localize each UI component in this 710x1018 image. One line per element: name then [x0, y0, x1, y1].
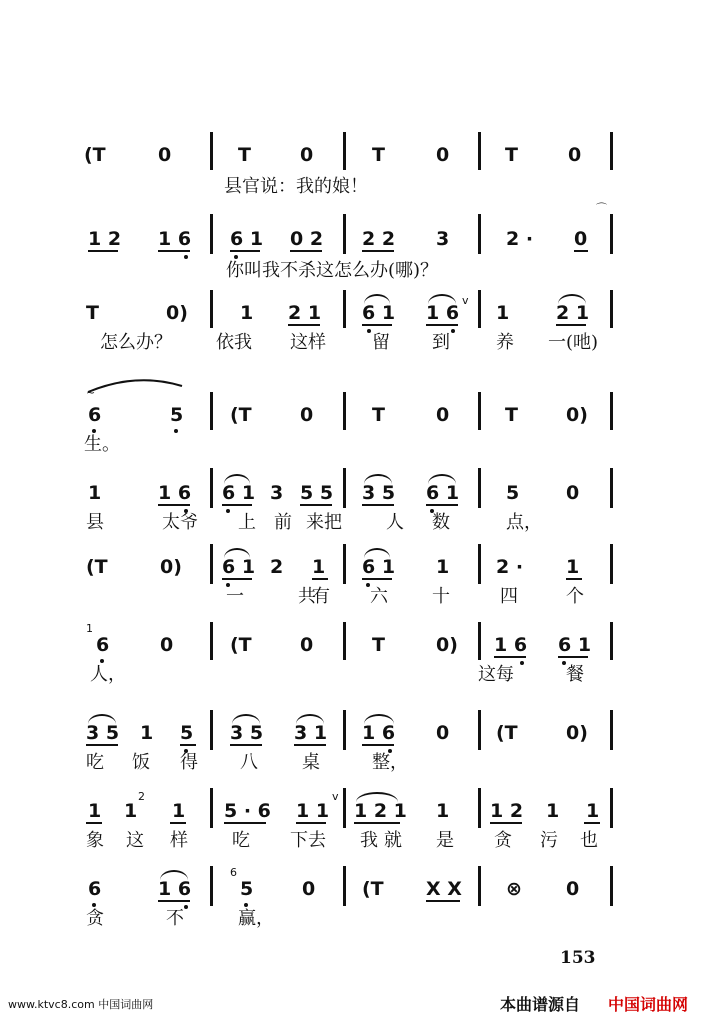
underline	[158, 504, 190, 506]
note: (T	[362, 878, 384, 900]
note: 0	[574, 228, 588, 250]
note: 1	[312, 556, 326, 578]
lyric-word: 有	[312, 586, 330, 607]
bar-line	[610, 866, 613, 906]
bar-line	[478, 866, 481, 906]
underline	[362, 578, 392, 580]
lyric-word: 四	[500, 586, 518, 607]
lyric-word: 到	[432, 332, 450, 353]
note: ⊗	[506, 878, 522, 900]
underline	[158, 250, 190, 252]
note: 1	[586, 800, 600, 822]
lyric-word: 贪	[494, 830, 512, 851]
lyric-word: 样	[170, 830, 188, 851]
note: 1	[172, 800, 186, 822]
note: 3 5	[230, 722, 264, 744]
lyric-word: 不	[166, 908, 184, 929]
note: 6 1	[362, 556, 396, 578]
underline	[290, 250, 322, 252]
lyric-word: 十	[432, 586, 450, 607]
slur	[364, 714, 394, 724]
bar-line	[343, 214, 346, 254]
bar-line	[610, 468, 613, 508]
lyric-word: 就	[384, 830, 402, 851]
slur	[558, 294, 586, 304]
slur	[224, 474, 250, 484]
note: 0	[566, 878, 580, 900]
footer-site-url[interactable]: www.ktvc8.com 中国词曲网	[8, 998, 154, 1011]
lyric-line: 生。	[84, 434, 120, 455]
note: 5 · 6	[224, 800, 271, 822]
note: 6	[96, 634, 110, 656]
underline	[584, 822, 600, 824]
note: 1	[436, 800, 450, 822]
note: 1	[140, 722, 154, 744]
slur	[364, 548, 390, 558]
bar-line	[210, 290, 213, 328]
octave-dot	[520, 661, 524, 665]
note: 0	[160, 634, 174, 656]
bar-line	[210, 788, 213, 828]
note: 0	[566, 482, 580, 504]
note: 1 2	[490, 800, 524, 822]
note: 1 6	[494, 634, 528, 656]
bar-line	[610, 290, 613, 328]
note: 0	[300, 404, 314, 426]
bar-line	[478, 392, 481, 430]
lyric-word: 吃	[232, 830, 250, 851]
note: 1	[88, 482, 102, 504]
bar-line	[343, 392, 346, 430]
lyric-word: 我	[360, 830, 378, 851]
lyric-word: 吃	[86, 752, 104, 773]
lyric-word: 人	[386, 512, 404, 533]
underline	[288, 324, 320, 326]
lyric-word: 县	[86, 512, 104, 533]
grace-note-mark: 1	[86, 622, 93, 635]
grace-note-mark: 6	[230, 866, 237, 879]
underline	[88, 250, 118, 252]
bar-line	[610, 214, 613, 254]
lyric-word: 这每	[478, 664, 514, 685]
underline	[362, 250, 394, 252]
underline	[362, 504, 394, 506]
underline	[426, 900, 460, 902]
bar-line	[343, 788, 346, 828]
lyric-word: 来把	[306, 512, 342, 533]
note: 2 ·	[496, 556, 524, 578]
lyric-word: 下去	[290, 830, 326, 851]
note: T	[505, 144, 518, 166]
note: 3	[270, 482, 284, 504]
note: 0	[302, 878, 316, 900]
lyric-word: 得	[180, 752, 198, 773]
lyric-word: 也	[580, 830, 598, 851]
note: 0	[568, 144, 582, 166]
note: 0)	[566, 404, 588, 426]
underline	[426, 504, 458, 506]
note: 1 6	[158, 482, 192, 504]
lyric-word: 个	[566, 586, 584, 607]
footer-source-text: 本曲谱源自	[500, 995, 581, 1014]
note: 3	[436, 228, 450, 250]
octave-dot	[244, 903, 248, 907]
note: 6 1	[426, 482, 460, 504]
lyric-word: 依我	[216, 332, 252, 353]
grace-note-mark: 2	[138, 790, 145, 803]
octave-dot	[451, 329, 455, 333]
bar-line	[210, 544, 213, 584]
lyric-word: 前	[274, 512, 292, 533]
note: 5	[240, 878, 254, 900]
underline	[224, 822, 266, 824]
bar-line	[478, 132, 481, 170]
lyric-word: 一(吔)	[548, 332, 599, 353]
lyric-word: 餐	[566, 664, 584, 685]
bar-line	[610, 622, 613, 660]
slur	[160, 870, 188, 880]
note: 5	[506, 482, 520, 504]
octave-dot	[184, 255, 188, 259]
bar-line	[210, 392, 213, 430]
lyric-word: 上	[238, 512, 256, 533]
bar-line	[478, 214, 481, 254]
bar-line	[478, 468, 481, 508]
lyric-word: 点，	[506, 512, 542, 533]
underline	[354, 822, 400, 824]
note: 3 5	[86, 722, 120, 744]
note: T	[86, 302, 99, 324]
underline	[230, 250, 260, 252]
note: 0	[158, 144, 172, 166]
lyric-word: 赢，	[238, 908, 274, 929]
lyric-line: 县官说：我的娘！	[224, 176, 368, 197]
underline	[362, 744, 394, 746]
note: 1	[496, 302, 510, 324]
note: 0)	[160, 556, 182, 578]
underline	[312, 578, 328, 580]
lyric-word: 这	[126, 830, 144, 851]
bar-line	[343, 290, 346, 328]
footer-site-name[interactable]: 中国词曲网	[608, 995, 689, 1014]
underline	[426, 324, 458, 326]
ornament-mark: ~	[86, 386, 96, 399]
slur	[88, 714, 116, 724]
note: 1 6	[362, 722, 396, 744]
lyric-word: 桌	[302, 752, 320, 773]
note: 0	[300, 634, 314, 656]
bar-line	[478, 290, 481, 328]
note: 2 1	[556, 302, 590, 324]
underline	[556, 324, 586, 326]
bar-line	[478, 788, 481, 828]
underline	[296, 822, 326, 824]
note: 1 6	[158, 878, 192, 900]
note: 0	[436, 144, 450, 166]
lyric-word: 污	[540, 830, 558, 851]
octave-dot	[367, 329, 371, 333]
lyric-word: 贪	[86, 908, 104, 929]
underline	[574, 250, 588, 252]
underline	[180, 744, 196, 746]
lyric-word: 怎么办？	[100, 332, 172, 353]
note: 6	[88, 878, 102, 900]
bar-line	[610, 788, 613, 828]
lyric-word: 留	[372, 332, 390, 353]
fermata-mark: ⌒	[596, 202, 607, 215]
octave-dot	[100, 659, 104, 663]
underline	[566, 578, 582, 580]
underline	[294, 744, 326, 746]
underline	[558, 656, 588, 658]
bar-line	[210, 710, 213, 750]
slur	[364, 474, 392, 484]
breath-mark: v	[462, 294, 469, 307]
tie-arc	[86, 376, 186, 396]
bar-line	[343, 544, 346, 584]
bar-line	[478, 710, 481, 750]
bar-line	[210, 132, 213, 170]
slur	[428, 474, 456, 484]
octave-dot	[92, 903, 96, 907]
lyric-word: 一	[226, 586, 244, 607]
lyric-word: 这样	[290, 332, 326, 353]
note: T	[372, 634, 385, 656]
note: 0)	[166, 302, 188, 324]
bar-line	[210, 866, 213, 906]
octave-dot	[184, 905, 188, 909]
note: T	[505, 404, 518, 426]
lyric-word: 饭	[132, 752, 150, 773]
bar-line	[210, 622, 213, 660]
underline	[362, 324, 392, 326]
note: 1 2	[88, 228, 122, 250]
lyric-word: 人，	[90, 664, 126, 685]
note: 2 ·	[506, 228, 534, 250]
note: 2 1	[288, 302, 322, 324]
note: 0)	[566, 722, 588, 744]
bar-line	[478, 622, 481, 660]
breath-mark: v	[332, 790, 339, 803]
note: 0	[300, 144, 314, 166]
note: 3 1	[294, 722, 328, 744]
lyric-word: 六	[370, 586, 388, 607]
octave-dot	[92, 429, 96, 433]
note: (T	[230, 404, 252, 426]
note: 2 2	[362, 228, 396, 250]
slur	[356, 792, 398, 802]
bar-line	[210, 468, 213, 508]
note: 1 1	[296, 800, 330, 822]
lyric-word: 太爷	[162, 512, 198, 533]
lyric-word: 象	[86, 830, 104, 851]
note: X X	[426, 878, 462, 900]
note: 1	[88, 800, 102, 822]
slur	[364, 294, 390, 304]
bar-line	[210, 214, 213, 254]
bar-line	[610, 710, 613, 750]
note: 1	[240, 302, 254, 324]
slur	[428, 294, 456, 304]
note: 6	[88, 404, 102, 426]
underline	[222, 504, 252, 506]
bar-line	[478, 544, 481, 584]
note: 1	[566, 556, 580, 578]
underline	[86, 744, 118, 746]
note: 1	[124, 800, 138, 822]
note: 6 1	[558, 634, 592, 656]
underline	[86, 822, 102, 824]
bar-line	[343, 132, 346, 170]
note: 0	[436, 404, 450, 426]
note: 2	[270, 556, 284, 578]
lyric-word: 八	[240, 752, 258, 773]
underline	[158, 900, 190, 902]
note: 3 5	[362, 482, 396, 504]
bar-line	[343, 866, 346, 906]
underline	[170, 822, 186, 824]
bar-line	[610, 132, 613, 170]
underline	[494, 656, 526, 658]
note: (T	[496, 722, 518, 744]
bar-line	[610, 392, 613, 430]
note: 6 1	[222, 482, 256, 504]
underline	[490, 822, 522, 824]
bar-line	[343, 710, 346, 750]
octave-dot	[174, 429, 178, 433]
slur	[224, 548, 250, 558]
octave-dot	[226, 509, 230, 513]
lyric-word: 是	[436, 830, 454, 851]
lyric-word: 数	[432, 512, 450, 533]
bar-line	[610, 544, 613, 584]
note: 6 1	[362, 302, 396, 324]
note: T	[238, 144, 251, 166]
underline	[230, 744, 262, 746]
lyric-line: 你叫我不杀这怎么办(哪)？	[226, 260, 439, 281]
lyric-word: 共	[298, 586, 316, 607]
note: 1	[546, 800, 560, 822]
note: T	[372, 144, 385, 166]
note: 0 2	[290, 228, 324, 250]
underline	[300, 504, 332, 506]
underline	[222, 578, 252, 580]
note: (T	[84, 144, 106, 166]
note: 1 2 1	[354, 800, 407, 822]
note: 5 5	[300, 482, 334, 504]
slur	[232, 714, 260, 724]
note: (T	[230, 634, 252, 656]
note: 6 1	[222, 556, 256, 578]
note: 0)	[436, 634, 458, 656]
note: T	[372, 404, 385, 426]
octave-dot	[234, 255, 238, 259]
page-number: 153	[560, 948, 596, 968]
note: 5	[180, 722, 194, 744]
lyric-word: 整，	[372, 752, 408, 773]
lyric-word: 养	[496, 332, 514, 353]
note: 1 6	[426, 302, 460, 324]
note: (T	[86, 556, 108, 578]
bar-line	[343, 622, 346, 660]
slur	[296, 714, 324, 724]
note: 5	[170, 404, 184, 426]
note: 1 6	[158, 228, 192, 250]
note: 0	[436, 722, 450, 744]
bar-line	[343, 468, 346, 508]
note: 6 1	[230, 228, 264, 250]
note: 1	[436, 556, 450, 578]
